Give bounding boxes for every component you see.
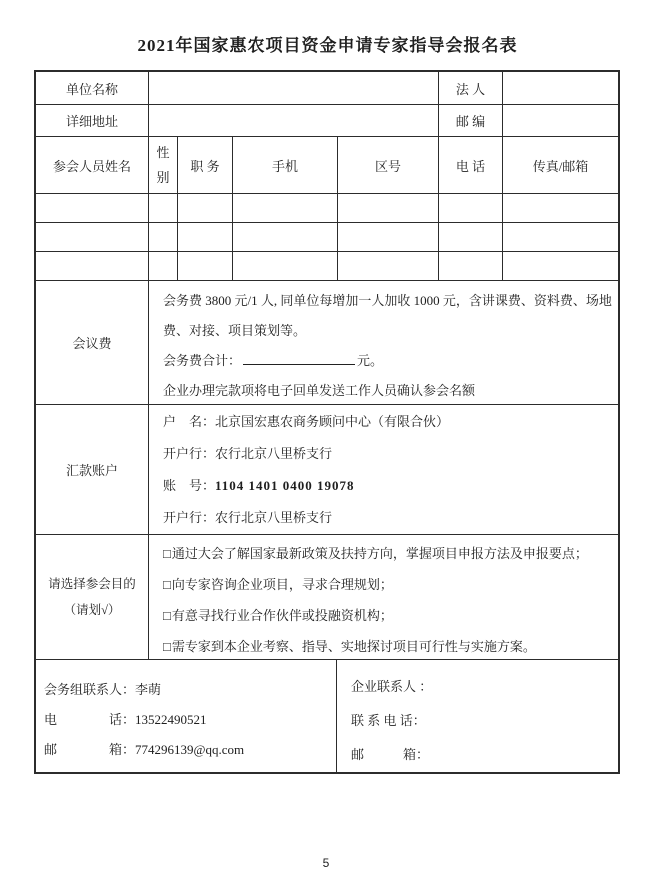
legal-person-label: 法 人 [439, 72, 503, 105]
organizer-phone-line [44, 705, 332, 735]
account-number-line [163, 470, 612, 502]
account-holder-line [163, 406, 612, 438]
participant-fax-email-cell[interactable] [503, 252, 618, 281]
fee-row [36, 281, 618, 405]
company-phone-input[interactable] [426, 713, 486, 725]
unit-name-label: 单位名称 [36, 72, 149, 105]
col-header-fax-email: 传真/邮箱 [503, 137, 618, 194]
account-bank-value-2: 农行北京八里桥支行 [215, 510, 333, 525]
participant-phone-cell[interactable] [439, 194, 503, 223]
participant-phone-cell[interactable] [439, 252, 503, 281]
fee-note: 企业办理完款项将电子回单发送工作人员确认参会名额 [163, 383, 476, 398]
participant-mobile-cell[interactable] [233, 252, 338, 281]
account-label: 汇款账户 [36, 405, 149, 535]
address-row [36, 105, 618, 137]
company-contact-block [337, 660, 618, 772]
participant-area-code-cell[interactable] [338, 194, 439, 223]
participant-gender-cell[interactable] [149, 252, 178, 281]
company-email-label: 邮 箱： [351, 747, 430, 762]
organizer-contact-block [36, 660, 337, 772]
participant-gender-cell[interactable] [149, 194, 178, 223]
participant-name-cell[interactable] [36, 194, 149, 223]
company-contact-input[interactable] [432, 679, 492, 691]
organizer-email-line [44, 735, 332, 765]
fee-description: 会务费 3800 元/1 人, 同单位每增加一人加收 1000 元，含讲课费、资料费、场地费、对接、项目策划等。 [163, 293, 612, 338]
col-header-name: 参会人员姓名 [36, 137, 149, 194]
postal-code-label: 邮 编 [439, 105, 503, 137]
goal-text: 向专家咨询企业项目，寻求合理规划； [171, 577, 393, 592]
participant-position-cell[interactable] [178, 194, 233, 223]
company-contact-label: 企业联系人 ： [351, 679, 433, 694]
fee-content [149, 281, 618, 405]
organizer-email-value: 774296139@qq.com [135, 742, 245, 757]
unit-name-row [36, 72, 618, 105]
fee-label: 会议费 [36, 281, 149, 405]
participant-mobile-cell[interactable] [233, 194, 338, 223]
col-header-area-code: 区号 [338, 137, 439, 194]
account-bank-line-2 [163, 502, 612, 534]
checkbox-icon[interactable]: □ [163, 639, 171, 654]
checkbox-icon[interactable]: □ [163, 608, 171, 623]
registration-table [34, 70, 620, 774]
participant-fax-email-cell[interactable] [503, 223, 618, 252]
goal-option[interactable] [163, 538, 612, 569]
organizer-contact-label: 会务组联系人： [44, 682, 136, 697]
goal-option[interactable] [163, 631, 612, 660]
participant-mobile-cell[interactable] [233, 223, 338, 252]
account-row [36, 405, 618, 535]
participant-row [36, 252, 618, 281]
account-holder-label: 户 名： [163, 414, 216, 429]
participant-position-cell[interactable] [178, 223, 233, 252]
col-header-phone: 电 话 [439, 137, 503, 194]
account-bank-value: 农行北京八里桥支行 [215, 446, 333, 461]
fee-total-label: 会务费合计： [163, 353, 242, 368]
address-label: 详细地址 [36, 105, 149, 137]
goal-option[interactable] [163, 600, 612, 631]
organizer-email-label: 邮 箱： [44, 742, 136, 757]
contacts-row [36, 660, 618, 772]
unit-name-input[interactable] [149, 72, 439, 105]
goals-row [36, 535, 618, 660]
goal-text: 通过大会了解国家最新政策及扶持方向，掌握项目申报方法及申报要点； [171, 546, 588, 561]
organizer-phone-value: 13522490521 [135, 712, 207, 727]
checkbox-icon[interactable]: □ [163, 546, 171, 561]
participant-gender-cell[interactable] [149, 223, 178, 252]
participant-area-code-cell[interactable] [338, 252, 439, 281]
account-bank-line [163, 438, 612, 470]
company-phone-line [351, 704, 614, 738]
fee-total-input[interactable] [243, 351, 355, 365]
organizer-contact-line [44, 675, 332, 705]
company-email-line [351, 738, 614, 772]
organizer-contact-value: 李萌 [135, 682, 162, 697]
goal-text: 需专家到本企业考察、指导、实地探讨项目可行性与实施方案。 [171, 639, 536, 654]
fee-total-line [163, 346, 612, 376]
participants-header-row [36, 137, 618, 194]
company-phone-label: 联 系 电 话： [351, 713, 426, 728]
account-number-value: 1104 1401 0400 19078 [215, 478, 355, 493]
account-content [149, 405, 618, 535]
goal-option[interactable] [163, 569, 612, 600]
fee-total-suffix: 元。 [357, 353, 384, 368]
participant-fax-email-cell[interactable] [503, 194, 618, 223]
goal-text: 有意寻找行业合作伙伴或投融资机构； [171, 608, 393, 623]
postal-code-input[interactable] [503, 105, 618, 137]
participant-name-cell[interactable] [36, 252, 149, 281]
page-number: 5 [322, 856, 330, 870]
participant-area-code-cell[interactable] [338, 223, 439, 252]
form-title: 2021年国家惠农项目资金申请专家指导会报名表 [137, 36, 518, 55]
goals-label: 请选择参会目的（请划√） [36, 535, 149, 660]
participant-row [36, 223, 618, 252]
checkbox-icon[interactable]: □ [163, 577, 171, 592]
account-bank-label-2: 开户行： [163, 510, 216, 525]
account-number-label: 账 号： [163, 478, 216, 493]
company-contact-line [351, 670, 614, 704]
participant-name-cell[interactable] [36, 223, 149, 252]
col-header-position: 职 务 [178, 137, 233, 194]
participant-row [36, 194, 618, 223]
organizer-phone-label: 电 话： [44, 712, 136, 727]
account-holder-value: 北京国宏惠农商务顾问中心（有限合伙） [215, 414, 450, 429]
company-email-input[interactable] [429, 747, 489, 759]
address-input[interactable] [149, 105, 439, 137]
account-bank-label: 开户行： [163, 446, 216, 461]
participant-phone-cell[interactable] [439, 223, 503, 252]
col-header-gender: 性别 [149, 137, 178, 194]
participant-position-cell[interactable] [178, 252, 233, 281]
col-header-mobile: 手机 [233, 137, 338, 194]
goals-content [149, 535, 618, 660]
legal-person-input[interactable] [503, 72, 618, 105]
